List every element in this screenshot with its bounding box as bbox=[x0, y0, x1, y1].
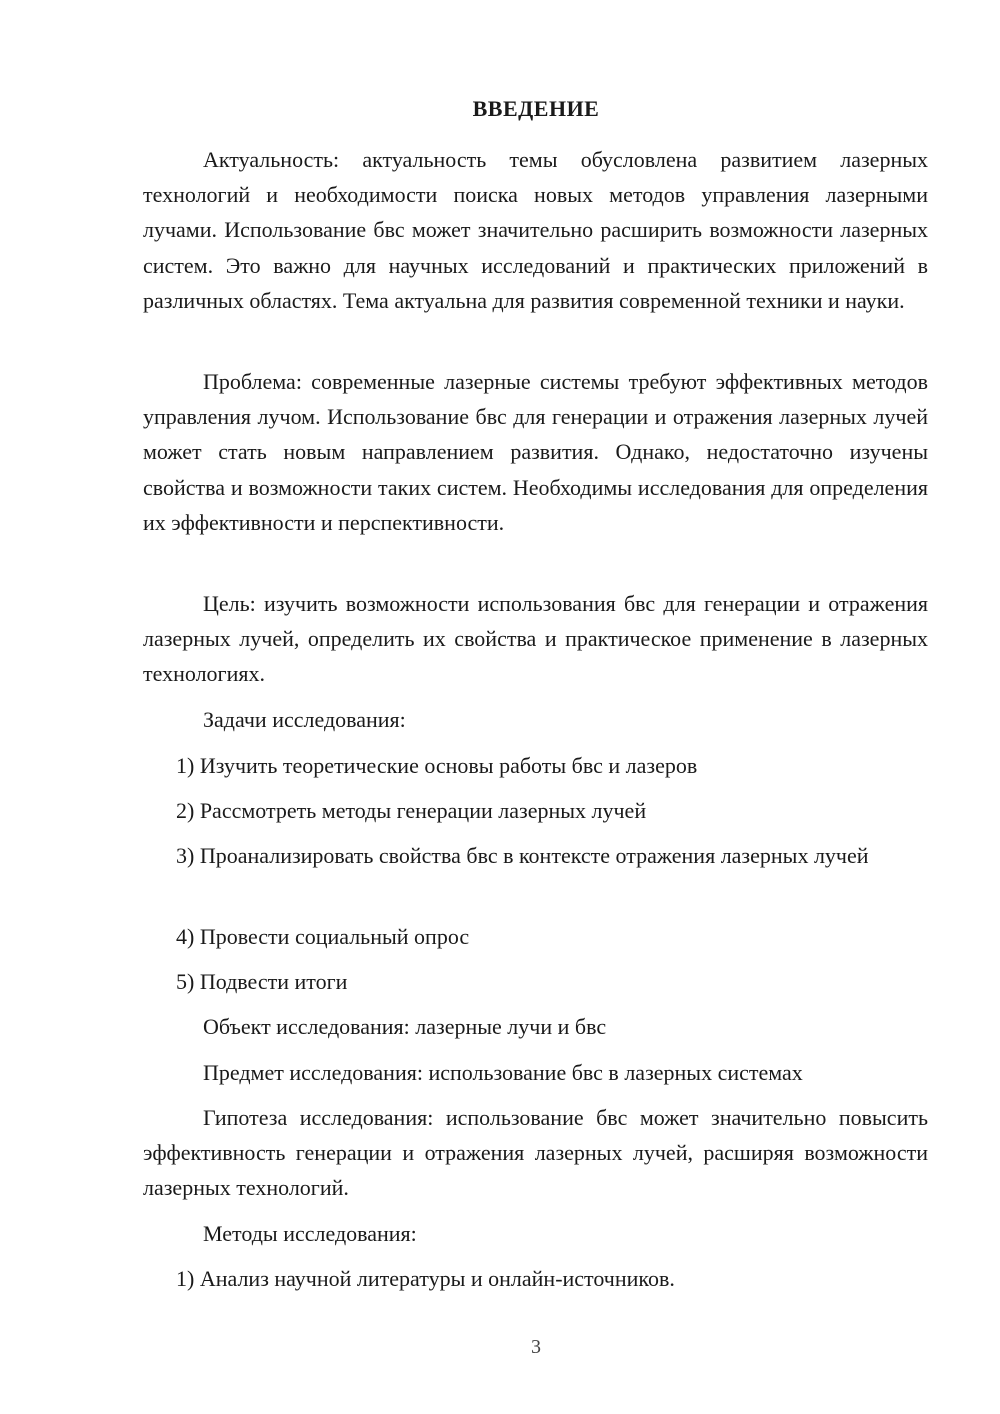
hypothesis-paragraph: Гипотеза исследования: использование бвс может значительно повысить эффективность генерации и отражения лазерных лучей, расширяя возможности лазерных технологий. bbox=[143, 1105, 928, 1201]
subject-paragraph: Предмет исследования: использование бвс в лазерных системах bbox=[203, 1060, 803, 1085]
task-item-1: 1) Изучить теоретические основы работы бвс и лазеров bbox=[176, 753, 698, 778]
problem-paragraph: Проблема: современные лазерные системы требуют эффективных методов управления лучом. Использование бвс для генерации и отражения лазерных лучей может стать новым направлением развития. Однако, недостаточно изучены свойства и возможности таких систем. Необходимы исследования для определения их эффективности и перспективности. bbox=[143, 369, 928, 535]
task-item-2: 2) Рассмотреть методы генерации лазерных лучей bbox=[176, 798, 647, 823]
tasks-heading: Задачи исследования: bbox=[203, 707, 406, 732]
method-item-1: 1) Анализ научной литературы и онлайн-источников. bbox=[176, 1266, 675, 1291]
task-item-3: 3) Проанализировать свойства бвс в контексте отражения лазерных лучей bbox=[176, 843, 869, 868]
relevance-paragraph: Актуальность: актуальность темы обусловлена развитием лазерных технологий и необходимости поиска новых методов управления лазерными лучами. Использование бвс может значительно расширить возможности лазерных систем. Это важно для научных исследований и практических приложений в различных областях. Тема актуальна для развития современной техники и науки. bbox=[143, 147, 928, 313]
task-item-5: 5) Подвести итоги bbox=[176, 969, 348, 994]
task-item-4: 4) Провести социальный опрос bbox=[176, 924, 470, 949]
section-heading: ВВЕДЕНИЕ bbox=[472, 96, 600, 121]
page-number: 3 bbox=[531, 1336, 541, 1358]
goal-paragraph: Цель: изучить возможности использования бвс для генерации и отражения лазерных лучей, определить их свойства и практическое применение в лазерных технологиях. bbox=[143, 591, 928, 687]
object-paragraph: Объект исследования: лазерные лучи и бвс bbox=[203, 1014, 607, 1039]
methods-heading: Методы исследования: bbox=[203, 1221, 417, 1246]
